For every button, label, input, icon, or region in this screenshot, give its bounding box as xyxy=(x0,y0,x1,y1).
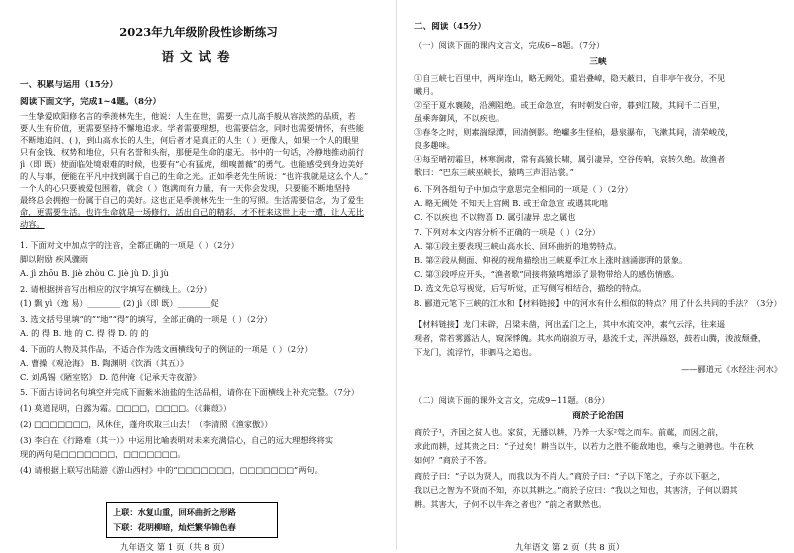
passage-line: 一个人的心只要被爱包围着，就会（ ）饱满而有力量，有一天你会发现，只要能不断地坚持 xyxy=(20,183,351,193)
passage-line: 我以已之智为不贤而不知，亦以其耕之。”商於子应曰：“我以之知也，其害济，子何以谓其 xyxy=(414,485,738,495)
question-7-d: D. 选文先总写视觉，后写听觉，正写侧写相结合，描绘的特点。 xyxy=(414,283,647,293)
passage-line: 要人生有价值，更需要坚持不懈地追求。学者需要理想，也需要信念，同时也需要情怀，有些能 xyxy=(20,123,364,133)
question-2-blanks: (1) 飘 yì（逸 易）________ (2) jì（即 既）________促 xyxy=(20,298,219,308)
exam-title: 2023年九年级阶段性诊断练习 xyxy=(119,25,278,39)
couplet-upper: 上联：水复山重，回环曲折之形路 xyxy=(113,507,236,517)
material-source: ——郦道元《水经注·河水》 xyxy=(681,364,782,374)
passage-line: ②至于夏水襄陵，沿溯阻绝。或王命急宣，有时朝发白帝，暮到江陵，其间千二百里， xyxy=(414,100,726,110)
passage-title: 商於子论治国 xyxy=(572,411,624,421)
passage-title: 三峡 xyxy=(589,57,607,67)
question-7-a: A. 第①段主要表现三峡山高水长、回环曲折的地势特点。 xyxy=(414,241,622,251)
passage-line-underlined: 动容。 xyxy=(20,219,45,229)
question-5-3: (3) 李白在《行路难（其一）》中运用比喻表明对未来充满信心，自己的远大理想终将实 xyxy=(20,435,334,445)
page-footer: 九年语文 第 1 页（共 8 页） xyxy=(120,543,230,553)
passage-line: 只有金钱、权势和地位，只有名誉和头衔，那便是生命的虚无。书中的一句话，冷静地推动前行 xyxy=(20,147,364,157)
page-footer: 九年语文 第 2 页（共 8 页） xyxy=(515,543,625,553)
section-heading: 二、阅读（45分） xyxy=(414,22,487,32)
question-5-3-cont: 现的两句是□□□□□□□，□□□□□□□。 xyxy=(20,449,186,459)
question-1: 1. 下面对文中加点字的注音，全都正确的一项是（ ）（2分） xyxy=(20,240,239,250)
passage-line: 求此而耕，过其贵之曰：“子过矣！耕当以牛，以若力之胜不能敌地也，乘与之驰骋也。牛在秋 xyxy=(414,441,754,451)
material-link-line: 观者，常若雾露沾人，窥深悸魄。其水尚崩浪万寻，悬流千丈，浑洪赑怒，鼓若山腾，浚波颓叠， xyxy=(414,333,767,343)
question-7-b: B. 第②段从侧面、仰视的视角描绘出三峡夏季江水上涨时汹涌澎湃的景象。 xyxy=(414,255,688,265)
passage-line: ③春冬之时，则素湍绿潭，回清倒影。绝巘多生怪柏，悬泉瀑布，飞漱其间，清荣峻茂， xyxy=(414,127,734,137)
passage-line: 不断地追问、( )，到山高水长的人生，何后者才是真正的人生（ ）更像人，如果一个人的眼里 xyxy=(20,135,360,145)
question-4-options-ab: A. 曹操《观沧海》 B. 陶渊明《饮酒（其五）》 xyxy=(20,358,189,368)
material-link-line: 下龙门，流浮竹，非驷马之追也。 xyxy=(414,347,537,357)
question-4-options-cd: C. 刘禹锡《陋室铭》 D. 范仲淹《记承天寺夜游》 xyxy=(20,372,201,382)
couplet-lower: 下联：花明柳暗，灿烂繁华锦色春 xyxy=(113,522,236,532)
sub-section-heading: （二）阅读下面的课外文言文，完成9~11题。（8分） xyxy=(414,395,610,405)
passage-line: 如何？”商於子不答。 xyxy=(414,455,492,465)
question-5-2: (2) □□□□□□□，风休住，蓬舟吹取三山去！（李清照《渔家傲》） xyxy=(20,419,273,429)
question-7: 7. 下列对本文内容分析不正确的一项是（ ）（2分） xyxy=(414,227,601,237)
question-5: 5. 下面古诗词名句填空并完成下面紫米油盐的生活品相，请你在下面横线上补充完整。（7分） xyxy=(20,387,360,397)
passage-line: 商於子曰：“子以为贤人，而我以为不肖人。”商於子曰：“子以下笔之，子亦以下驱之， xyxy=(414,471,726,481)
passage-line: 的人与事，便能在平凡中找到属于自己的生命之光。正如季老先生所说：“也许我就是这么个人。” xyxy=(20,171,369,181)
passage-line: ④每至晴初霜旦，林寒涧肃，常有高猿长啸，属引凄异，空谷传响，哀转久绝。故渔者 xyxy=(414,154,726,164)
passage-line: ①自三峡七百里中，两岸连山，略无阙处。重岩叠嶂，隐天蔽日，自非亭午夜分，不见 xyxy=(414,73,726,83)
section-heading: 一、积累与运用（15分） xyxy=(20,80,118,90)
question-3: 3. 选文括号里填“的”“地”“得”的填写，全部正确的一项是（ ）（2分） xyxy=(20,314,273,324)
question-6: 6. 下列各组句子中加点字意思完全相同的一项是（ ）（2分） xyxy=(414,184,633,194)
question-5-4: (4) 请根据上联写出陆游《游山西村》中的“□□□□□□□，□□□□□□□”两句。 xyxy=(20,465,323,475)
passage-line: 虽乘奔御风，不以疾也。 xyxy=(414,113,505,123)
question-2: 2. 请根据拼音写出相应的汉字填写在横线上。（2分） xyxy=(20,284,212,294)
passage-line: 最终总会拥抱一份属于自己的美好。这也正是季羡林先生一生的写照。生活需要信念，为了爱生 xyxy=(20,195,364,205)
question-6-options-ab: A. 略无阙处 不知天上宫阙 B. 或王命急宣 或遇其叱咄 xyxy=(414,198,608,208)
question-8: 8. 郦道元笔下三峡的江水和【材料链接】中的河水有什么相似的特点？用了什么共同的手法？（3分） xyxy=(414,298,782,308)
question-3-options: A. 的 得 B. 地 的 C. 得 得 D. 的 的 xyxy=(20,328,149,338)
question-5-1: (1) 莫道昆明，白露为霜。□□□□，□□□□。（《蒹葭》） xyxy=(20,403,232,413)
question-6-options-cd: C. 不以疾也 不以物喜 D. 属引凄异 忠之属也 xyxy=(414,212,576,222)
sub-section-heading: （一）阅读下面的课内文言文，完成6~8题。（7分） xyxy=(414,40,605,50)
question-1-words: 脚以附励 疾风骤雨 xyxy=(20,254,89,264)
passage-line: 歌曰：“巴东三峡巫峡长，猿鸣三声泪沾裳。” xyxy=(414,167,574,177)
material-link-line: 【材料链接】龙门未辟，吕梁未凿，河出孟门之上，其中水流交冲，素气云浮，往来遥 xyxy=(414,319,726,329)
exam-subtitle: 语文试卷 xyxy=(161,49,236,64)
question-7-c: C. 第③段呼应开头，“渔者歌”同接将猿鸣增添了景物带给人的感伤情感。 xyxy=(414,269,680,279)
passage-line: 耕。其害大，子何不以牛奔之者也？”前之者默然也。 xyxy=(414,499,607,509)
passage-intro: 阅读下面文字，完成1~4题。（8分） xyxy=(20,97,162,107)
passage-line: 商於子¹，齐国之贫人也。家贫，无播以耕，乃养一大豕²驾之而车。前蓏，而因之前， xyxy=(414,427,724,437)
question-1-options: A. jì zhōu B. jiè zhòu C. jiè jù D. jì jù xyxy=(20,268,169,278)
passage-line: 良多趣味。 xyxy=(414,140,455,150)
passage-line-underlined: 命，更需要生活。也许生命就是一场修行，活出自己的精彩，才不枉来这世上走一遭，让人无比 xyxy=(20,207,364,217)
passage-line: 一生挚爱欧阳修名言的季羡林先生，他说：人生在世，需要一点儿高手般从容淡然的品质，若 xyxy=(20,111,356,121)
question-4: 4. 下面的人物及其作品，不适合作为选文画横线句子的例证的一项是（ ）（2分） xyxy=(20,344,313,354)
passage-line: jì（即 既）使面临处境艰难的时候，也要有“心有猛虎，细嗅蔷薇”的勇气。也能感受到身边美好 xyxy=(20,159,364,169)
passage-line: 曦月。 xyxy=(414,86,439,96)
